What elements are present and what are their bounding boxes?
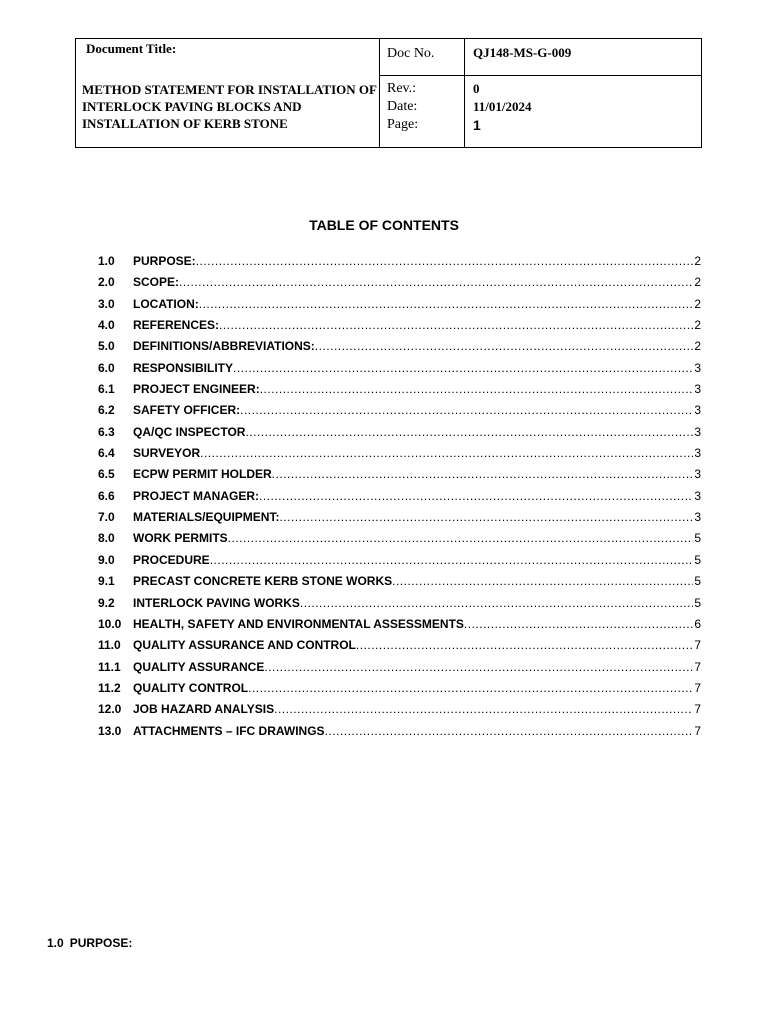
- toc-leader-dots: [356, 635, 693, 656]
- toc-entry-number: 6.2: [98, 403, 115, 418]
- document-title-cell: [76, 39, 380, 148]
- toc-entry-page: 3: [694, 403, 701, 418]
- toc-entry-number: 6.3: [98, 424, 115, 439]
- toc-entry[interactable]: [98, 571, 701, 592]
- toc-entry-number: 8.0: [98, 531, 115, 546]
- date-value: 11/01/2024: [473, 99, 532, 114]
- toc-entry[interactable]: [98, 528, 701, 549]
- toc-leader-dots: [233, 358, 693, 379]
- toc-entry-number: 5.0: [98, 339, 115, 354]
- toc-entry-page: 7: [694, 638, 701, 653]
- doc-no-value: QJ148-MS-G-009: [473, 45, 572, 60]
- toc-entry-number: 11.0: [98, 638, 121, 653]
- section-title: PURPOSE:: [69, 936, 133, 950]
- toc-entry-title: QUALITY CONTROL: [133, 680, 249, 695]
- toc-leader-dots: [240, 400, 693, 421]
- toc-entry[interactable]: [98, 251, 701, 272]
- toc-entry[interactable]: [98, 657, 701, 678]
- toc-entry-page: 2: [694, 318, 701, 333]
- toc-leader-dots: [279, 507, 693, 528]
- toc-entry-title: QUALITY ASSURANCE: [133, 659, 265, 674]
- toc-entry-page: 2: [694, 339, 701, 354]
- toc-entry-title: ECPW PERMIT HOLDER: [133, 467, 272, 482]
- toc-entry-page: 2: [694, 296, 701, 311]
- toc-entry-page: 6: [694, 616, 701, 631]
- meta-values-cell: [465, 76, 702, 148]
- toc-entry[interactable]: [98, 550, 701, 571]
- toc-entry-page: 3: [694, 510, 701, 525]
- rev-label: Rev.:: [387, 81, 417, 96]
- toc-entry-number: 6.0: [98, 360, 115, 375]
- toc-entry-title: SURVEYOR: [133, 446, 201, 461]
- toc-entry[interactable]: [98, 422, 701, 443]
- toc-leader-dots: [259, 486, 693, 507]
- toc-leader-dots: [179, 272, 693, 293]
- date-label: Date:: [387, 99, 418, 114]
- rev-value: 0: [473, 81, 480, 96]
- toc-entry-title: SAFETY OFFICER:: [133, 403, 241, 418]
- toc-entry[interactable]: [98, 400, 701, 421]
- toc-leader-dots: [300, 593, 693, 614]
- document-title: METHOD STATEMENT FOR INSTALLATION OF INTERLOCK PAVING BLOCKS AND INSTALLATION OF KERB STONE: [82, 82, 377, 131]
- toc-entry-title: LOCATION:: [133, 296, 199, 311]
- toc-entry-title: PROJECT MANAGER:: [133, 488, 260, 503]
- doc-no-value-cell: [465, 39, 702, 76]
- toc-entry-title: QA/QC INSPECTOR: [133, 424, 246, 439]
- table-of-contents: [98, 251, 701, 742]
- toc-heading: TABLE OF CONTENTS: [309, 217, 459, 233]
- page-number-value: 1: [473, 117, 481, 133]
- toc-entry-page: 3: [694, 488, 701, 503]
- toc-leader-dots: [210, 550, 694, 571]
- toc-entry-number: 9.0: [98, 552, 115, 567]
- document-title-label: Document Title:: [86, 41, 177, 56]
- toc-leader-dots: [274, 699, 693, 720]
- toc-entry-title: RESPONSIBILITY: [133, 360, 234, 375]
- toc-entry[interactable]: [98, 379, 701, 400]
- toc-entry[interactable]: [98, 358, 701, 379]
- meta-labels-cell: [380, 76, 465, 148]
- toc-leader-dots: [392, 571, 693, 592]
- toc-entry-title: QUALITY ASSURANCE AND CONTROL: [133, 638, 356, 653]
- toc-entry-page: 5: [694, 595, 701, 610]
- toc-entry-page: 2: [694, 254, 701, 268]
- toc-entry-number: 12.0: [98, 702, 122, 717]
- toc-entry[interactable]: [98, 635, 701, 656]
- toc-entry-page: 3: [694, 446, 701, 461]
- toc-entry-title: WORK PERMITS: [133, 531, 228, 546]
- toc-entry-title: DEFINITIONS/ABBREVIATIONS:: [133, 339, 315, 354]
- toc-leader-dots: [248, 678, 693, 699]
- toc-entry-number: 9.1: [98, 574, 115, 589]
- toc-entry[interactable]: [98, 315, 701, 336]
- toc-entry-page: 3: [694, 360, 701, 375]
- toc-entry-title: MATERIALS/EQUIPMENT:: [133, 510, 280, 525]
- toc-leader-dots: [245, 422, 693, 443]
- toc-entry-page: 7: [694, 659, 701, 674]
- toc-entry[interactable]: [98, 272, 701, 293]
- toc-entry-title: INTERLOCK PAVING WORKS: [133, 595, 300, 610]
- toc-entry-title: SCOPE:: [133, 275, 180, 290]
- toc-entry-number: 3.0: [98, 296, 115, 311]
- toc-entry-number: 6.1: [98, 382, 115, 397]
- toc-leader-dots: [315, 336, 694, 357]
- toc-entry-title: ATTACHMENTS – IFC DRAWINGS: [133, 723, 325, 738]
- toc-leader-dots: [325, 721, 694, 742]
- toc-entry-number: 6.4: [98, 446, 115, 461]
- section-number: 1.0: [47, 936, 64, 950]
- toc-entry[interactable]: [98, 507, 701, 528]
- toc-entry[interactable]: [98, 464, 701, 485]
- document-header-table: [75, 38, 702, 148]
- toc-entry-title: HEALTH, SAFETY AND ENVIRONMENTAL ASSESSMENTS: [133, 616, 464, 631]
- toc-entry-page: 7: [694, 680, 701, 695]
- toc-leader-dots: [200, 443, 693, 464]
- toc-entry[interactable]: [98, 699, 701, 720]
- doc-no-label-cell: [380, 39, 465, 76]
- toc-leader-dots: [260, 379, 694, 400]
- toc-entry[interactable]: [98, 443, 701, 464]
- toc-entry[interactable]: [98, 678, 701, 699]
- toc-leader-dots: [199, 294, 694, 315]
- toc-entry-page: 7: [694, 723, 701, 738]
- toc-entry[interactable]: [98, 721, 701, 742]
- toc-entry[interactable]: [98, 593, 701, 614]
- toc-entry-number: 11.1: [98, 659, 121, 674]
- toc-entry-page: 3: [694, 382, 701, 397]
- toc-entry-number: 2.0: [98, 275, 115, 290]
- section-heading: [47, 936, 132, 950]
- toc-entry[interactable]: [98, 294, 701, 315]
- toc-entry-page: 5: [694, 552, 701, 567]
- toc-leader-dots: [219, 315, 693, 336]
- toc-entry-page: 7: [694, 702, 701, 717]
- toc-entry[interactable]: [98, 336, 701, 357]
- toc-entry-page: 5: [694, 531, 701, 546]
- toc-leader-dots: [228, 528, 694, 549]
- toc-entry-title: PROJECT ENGINEER:: [133, 382, 260, 397]
- toc-leader-dots: [464, 614, 693, 635]
- toc-entry-title: REFERENCES:: [133, 318, 220, 333]
- toc-leader-dots: [272, 464, 694, 485]
- toc-entry[interactable]: [98, 486, 701, 507]
- toc-entry-page: 3: [694, 424, 701, 439]
- toc-entry-number: 7.0: [98, 510, 115, 525]
- toc-entry-number: 4.0: [98, 318, 115, 333]
- toc-entry-title: PROCEDURE: [133, 552, 210, 567]
- toc-entry-title: PRECAST CONCRETE KERB STONE WORKS: [133, 574, 393, 589]
- page-label: Page:: [387, 117, 419, 132]
- toc-entry-page: 3: [694, 467, 701, 482]
- toc-entry-title: JOB HAZARD ANALYSIS: [133, 702, 275, 717]
- toc-entry-page: 5: [694, 574, 701, 589]
- toc-entry-page: 2: [694, 275, 701, 290]
- toc-leader-dots: [264, 657, 693, 678]
- toc-entry-number: 1.0: [98, 254, 115, 268]
- toc-entry[interactable]: [98, 614, 701, 635]
- doc-no-label: Doc No.: [387, 46, 435, 61]
- toc-entry-number: 9.2: [98, 595, 115, 610]
- toc-entry-number: 10.0: [98, 616, 122, 631]
- toc-entry-number: 6.5: [98, 467, 115, 482]
- toc-entry-number: 6.6: [98, 488, 115, 503]
- toc-entry-title: PURPOSE:: [133, 254, 196, 268]
- toc-entry-number: 11.2: [98, 680, 121, 695]
- toc-entry-number: 13.0: [98, 723, 122, 738]
- toc-leader-dots: [196, 251, 694, 272]
